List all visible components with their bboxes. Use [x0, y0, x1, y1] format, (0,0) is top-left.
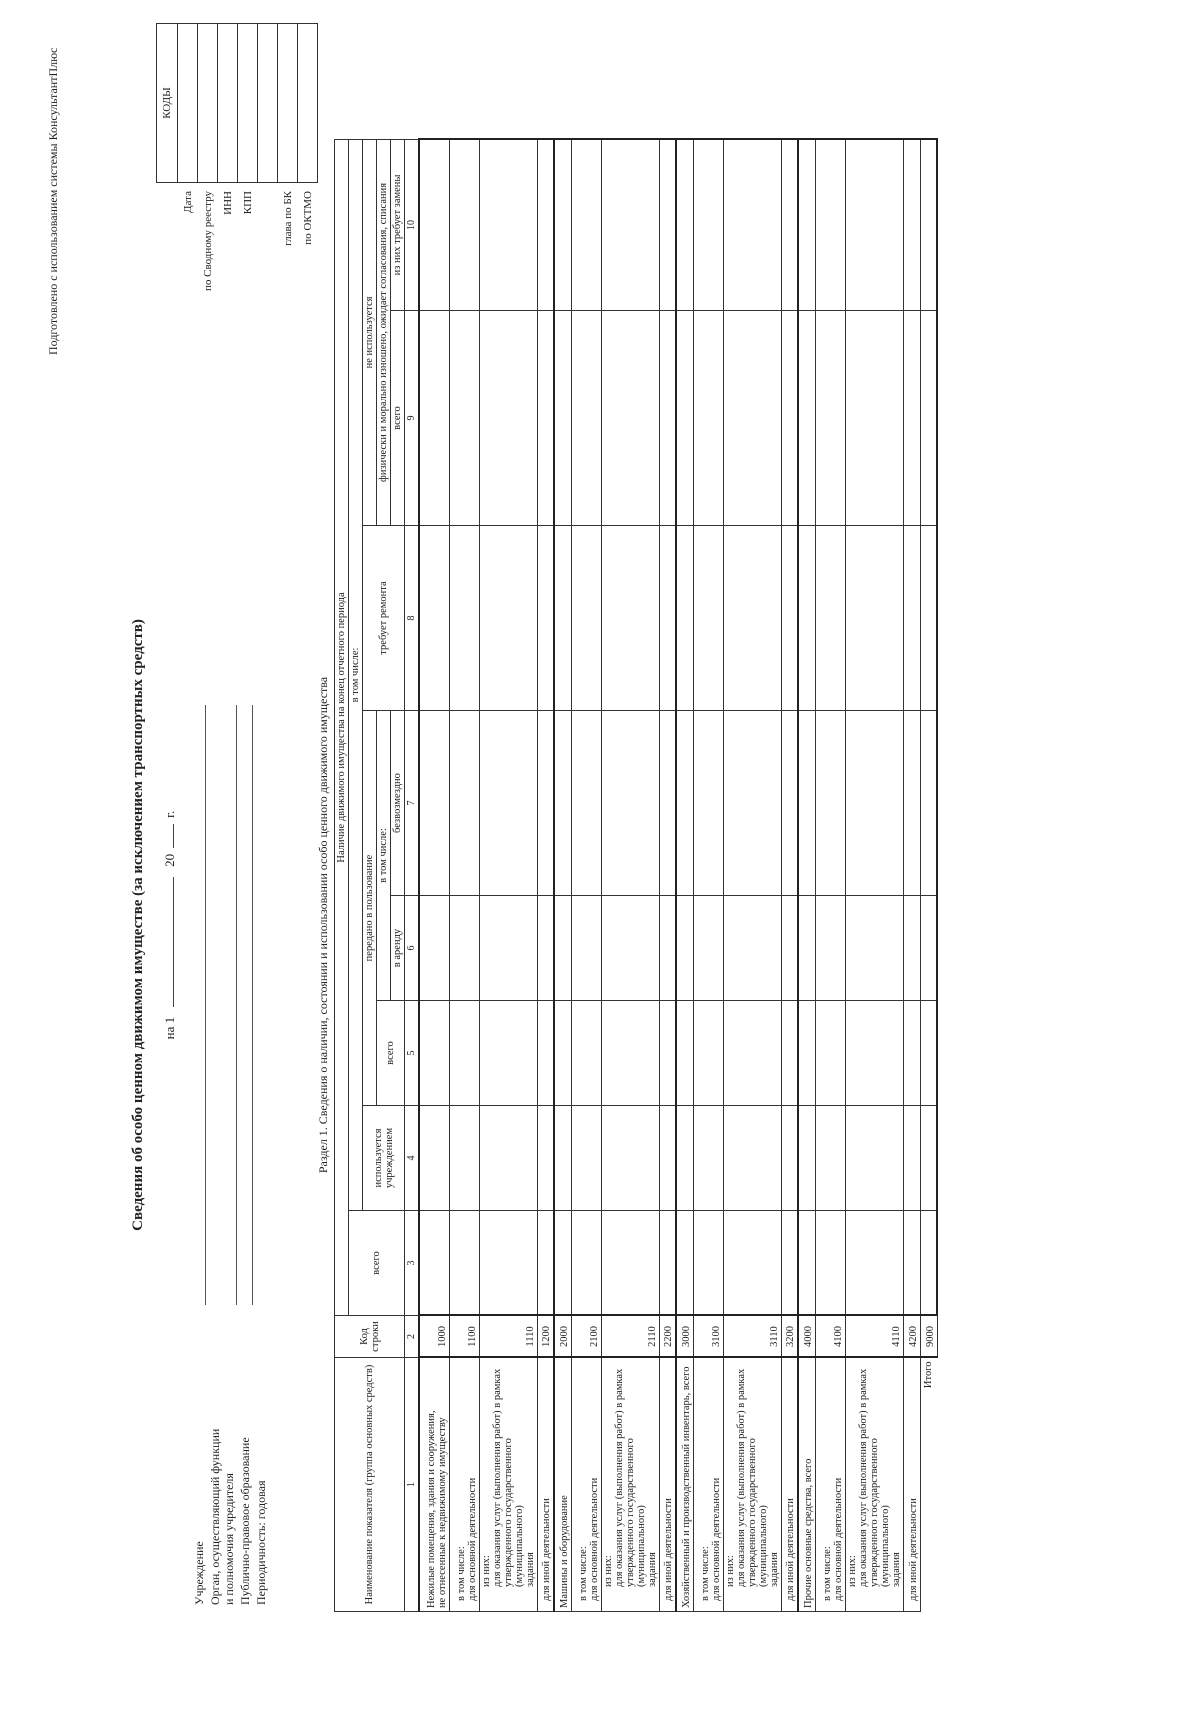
value-cell[interactable]	[845, 139, 903, 310]
row-name-line: Нежилые помещения, здания и сооружения,	[425, 1410, 437, 1608]
row-name-line: для основной деятельности	[588, 1477, 600, 1601]
value-cell[interactable]	[571, 311, 601, 526]
row-name-line: для основной деятельности	[466, 1477, 478, 1601]
value-cell[interactable]	[419, 311, 449, 526]
value-cell[interactable]	[601, 1211, 659, 1316]
row-code: 2000	[554, 1316, 571, 1358]
value-cell[interactable]	[449, 526, 479, 711]
date-prefix: на 1	[162, 1016, 177, 1040]
row-name-line: для оказания услуг (выполнения работ) в рамках	[491, 1368, 503, 1587]
value-cell[interactable]	[571, 1001, 601, 1106]
col-number-2: 2	[405, 1316, 420, 1358]
value-cell[interactable]	[537, 139, 554, 310]
value-cell[interactable]	[537, 896, 554, 1001]
row-name	[781, 1358, 798, 1612]
value-cell[interactable]	[419, 526, 449, 711]
value-cell[interactable]	[537, 1106, 554, 1211]
row-name-line: из них:	[724, 1555, 736, 1587]
value-cell[interactable]	[554, 896, 571, 1001]
col-header-free: безвозмездно	[391, 711, 405, 896]
value-cell[interactable]	[676, 1211, 693, 1316]
code-value-registry[interactable]	[198, 24, 218, 183]
value-cell[interactable]	[554, 1106, 571, 1211]
col-number-6: 6	[405, 896, 420, 1001]
value-cell[interactable]	[815, 896, 845, 1001]
value-cell[interactable]	[920, 526, 937, 711]
field-line-institution[interactable]	[205, 705, 206, 1305]
col-number-1: 1	[405, 1358, 420, 1612]
value-cell[interactable]	[798, 1211, 815, 1316]
value-cell[interactable]	[676, 139, 693, 310]
value-cell[interactable]	[479, 1106, 537, 1211]
report-date-line	[162, 125, 178, 1725]
value-cell[interactable]	[845, 526, 903, 711]
value-cell[interactable]	[903, 1106, 920, 1211]
value-cell[interactable]	[781, 139, 798, 310]
value-cell[interactable]	[601, 711, 659, 896]
row-code: 4000	[798, 1316, 815, 1358]
row-name-line: для иной деятельности	[541, 1498, 552, 1601]
value-cell[interactable]	[920, 1106, 937, 1211]
value-cell[interactable]	[571, 711, 601, 896]
col-number-4: 4	[405, 1106, 420, 1211]
value-cell[interactable]	[815, 311, 845, 526]
row-code: 4200	[903, 1316, 920, 1358]
row-code: 1100	[449, 1316, 479, 1358]
value-cell[interactable]	[798, 139, 815, 310]
value-cell[interactable]	[781, 1001, 798, 1106]
row-name-line: Прочие основные средства, всего	[802, 1458, 814, 1608]
value-cell[interactable]	[676, 526, 693, 711]
table-row	[537, 139, 554, 1611]
value-cell[interactable]	[723, 711, 781, 896]
col-header-transferred: передано в пользование	[363, 711, 377, 1106]
col-header-not-used-total: всего	[391, 311, 405, 526]
value-cell[interactable]	[449, 311, 479, 526]
value-cell[interactable]	[815, 1001, 845, 1106]
row-name-line: для оказания услуг (выполнения работ) в рамках	[857, 1368, 869, 1587]
year-suffix: г.	[162, 810, 177, 818]
row-name-line: для основной деятельности	[832, 1477, 844, 1601]
value-cell[interactable]	[781, 1211, 798, 1316]
row-name	[554, 1358, 571, 1612]
row-code: 1110	[479, 1316, 537, 1358]
row-name	[571, 1358, 601, 1612]
row-name	[920, 1358, 937, 1612]
row-name-line: для оказания услуг (выполнения работ) в рамках	[735, 1368, 747, 1587]
row-name-line: из них:	[602, 1555, 614, 1587]
table-row	[781, 139, 798, 1611]
value-cell[interactable]	[659, 1106, 676, 1211]
value-cell[interactable]	[479, 1211, 537, 1316]
code-label-date: Дата	[181, 191, 194, 213]
table-row	[845, 139, 903, 1611]
value-cell[interactable]	[554, 526, 571, 711]
field-label-organ-1: Орган, осуществляющий функции	[208, 1428, 222, 1605]
value-cell[interactable]	[693, 711, 723, 896]
value-cell[interactable]	[723, 1001, 781, 1106]
value-cell[interactable]	[601, 1106, 659, 1211]
col-number-8: 8	[405, 526, 420, 711]
value-cell[interactable]	[781, 526, 798, 711]
field-label-organ-2: и полномочия учредителя	[222, 1473, 236, 1605]
consultant-note: Подготовлено с использованием системы КонсультантПлюс	[46, 47, 60, 355]
value-cell[interactable]	[601, 1001, 659, 1106]
value-cell[interactable]	[815, 526, 845, 711]
value-cell[interactable]	[449, 896, 479, 1001]
row-code: 4100	[815, 1316, 845, 1358]
value-cell[interactable]	[659, 311, 676, 526]
col-number-10: 10	[405, 139, 420, 310]
value-cell[interactable]	[845, 1211, 903, 1316]
row-name-line: в том числе:	[699, 1546, 711, 1601]
row-name-line: для иной деятельности	[663, 1498, 674, 1601]
table-row	[798, 139, 815, 1611]
codes-table	[156, 23, 318, 295]
row-name-line: Хозяйственный и производственный инвентарь, всего	[680, 1366, 692, 1608]
value-cell[interactable]	[419, 1211, 449, 1316]
row-name-line: утвержденного государственного (муниципального)	[868, 1438, 891, 1587]
row-code: 1200	[537, 1316, 554, 1358]
value-cell[interactable]	[903, 311, 920, 526]
code-label-oktmo: по ОКТМО	[301, 191, 314, 245]
value-cell[interactable]	[676, 1106, 693, 1211]
table-row	[449, 139, 479, 1611]
table-row	[693, 139, 723, 1611]
section-title: Раздел 1. Сведения о наличии, состоянии и использовании особо ценного движимого имущества	[316, 676, 330, 1174]
value-cell[interactable]	[723, 1106, 781, 1211]
row-name	[479, 1358, 537, 1612]
value-cell[interactable]	[571, 526, 601, 711]
value-cell[interactable]	[676, 711, 693, 896]
value-cell[interactable]	[479, 311, 537, 526]
row-name-line: для иной деятельности	[785, 1498, 796, 1601]
value-cell[interactable]	[419, 711, 449, 896]
row-name-line: задания	[646, 1552, 658, 1587]
value-cell[interactable]	[419, 139, 449, 310]
value-cell[interactable]	[659, 526, 676, 711]
value-cell[interactable]	[920, 311, 937, 526]
value-cell[interactable]	[659, 896, 676, 1001]
value-cell[interactable]	[693, 526, 723, 711]
row-name-line: утвержденного государственного (муниципального)	[502, 1438, 525, 1587]
value-cell[interactable]	[571, 1211, 601, 1316]
row-name	[903, 1358, 920, 1612]
row-name	[845, 1358, 903, 1612]
value-cell[interactable]	[693, 1211, 723, 1316]
value-cell[interactable]	[781, 1106, 798, 1211]
value-cell[interactable]	[815, 1106, 845, 1211]
row-name-line: для основной деятельности	[710, 1477, 722, 1601]
value-cell[interactable]	[723, 139, 781, 310]
value-cell[interactable]	[798, 311, 815, 526]
row-name-line: из них:	[846, 1555, 858, 1587]
row-code: 3000	[676, 1316, 693, 1358]
value-cell[interactable]	[798, 896, 815, 1001]
value-cell[interactable]	[601, 139, 659, 310]
value-cell[interactable]	[537, 311, 554, 526]
value-cell[interactable]	[781, 311, 798, 526]
value-cell[interactable]	[693, 896, 723, 1001]
col-header-wear: физически и морально изношено, ожидает согласования, списания	[377, 139, 391, 525]
value-cell[interactable]	[537, 1211, 554, 1316]
row-name-line: в том числе:	[455, 1546, 467, 1601]
row-name-line: для оказания услуг (выполнения работ) в рамках	[613, 1368, 625, 1587]
code-value-kpp[interactable]	[238, 24, 258, 183]
row-name-line: не отнесенные к недвижимому имуществу	[436, 1417, 448, 1608]
col-header-transferred-total: всего	[377, 1001, 405, 1106]
year-prefix: 20	[162, 853, 177, 867]
value-cell[interactable]	[723, 896, 781, 1001]
value-cell[interactable]	[449, 711, 479, 896]
code-value-bk[interactable]	[278, 24, 298, 183]
value-cell[interactable]	[659, 139, 676, 310]
code-value-empty[interactable]	[258, 24, 278, 183]
value-cell[interactable]	[676, 896, 693, 1001]
row-name	[815, 1358, 845, 1612]
value-cell[interactable]	[449, 1106, 479, 1211]
row-code: 4110	[845, 1316, 903, 1358]
value-cell[interactable]	[659, 711, 676, 896]
col-header-name: Наименование показателя (группа основных средств)	[335, 1358, 405, 1612]
value-cell[interactable]	[920, 711, 937, 896]
value-cell[interactable]	[554, 139, 571, 310]
col-header-repair: требует ремонта	[363, 526, 405, 711]
value-cell[interactable]	[479, 896, 537, 1001]
code-label-inn: ИНН	[221, 191, 234, 215]
year-blank[interactable]	[173, 824, 174, 848]
value-cell[interactable]	[554, 711, 571, 896]
row-code: 3200	[781, 1316, 798, 1358]
row-name-line: задания	[768, 1552, 780, 1587]
row-name	[659, 1358, 676, 1612]
table-row	[601, 139, 659, 1611]
field-label-periodicity: Периодичность: годовая	[254, 1480, 268, 1605]
value-cell[interactable]	[537, 711, 554, 896]
value-cell[interactable]	[659, 1001, 676, 1106]
row-name-line: задания	[524, 1552, 536, 1587]
value-cell[interactable]	[479, 139, 537, 310]
field-label-institution: Учреждение	[192, 1541, 206, 1605]
value-cell[interactable]	[903, 896, 920, 1001]
col-header-rent: в аренду	[391, 896, 405, 1001]
col-header-transferred-including: в том числе:	[377, 711, 391, 1001]
value-cell[interactable]	[601, 311, 659, 526]
col-header-total: всего	[349, 1211, 405, 1316]
row-name	[676, 1358, 693, 1612]
value-cell[interactable]	[449, 1001, 479, 1106]
row-name	[537, 1358, 554, 1612]
row-name-line: утвержденного государственного (муниципального)	[624, 1438, 647, 1587]
value-cell[interactable]	[723, 526, 781, 711]
value-cell[interactable]	[419, 1001, 449, 1106]
field-line-organ[interactable]	[236, 705, 237, 1305]
value-cell[interactable]	[903, 139, 920, 310]
code-value-date[interactable]	[178, 24, 198, 183]
table-row	[920, 139, 937, 1611]
value-cell[interactable]	[723, 311, 781, 526]
value-cell[interactable]	[798, 1001, 815, 1106]
value-cell[interactable]	[676, 311, 693, 526]
value-cell[interactable]	[479, 711, 537, 896]
col-header-not-used: не используется	[363, 139, 377, 525]
value-cell[interactable]	[571, 896, 601, 1001]
col-header-including: в том числе:	[349, 139, 363, 1210]
table-row	[903, 139, 920, 1611]
value-cell[interactable]	[781, 896, 798, 1001]
row-name-line: в том числе:	[821, 1546, 833, 1601]
value-cell[interactable]	[693, 1106, 723, 1211]
col-number-3: 3	[405, 1211, 420, 1316]
row-code: 1000	[419, 1316, 449, 1358]
col-number-5: 5	[405, 1001, 420, 1106]
table-row	[479, 139, 537, 1611]
value-cell[interactable]	[419, 1106, 449, 1211]
value-cell[interactable]	[449, 139, 479, 310]
row-code: 3110	[723, 1316, 781, 1358]
row-name	[449, 1358, 479, 1612]
row-code: 9000	[920, 1316, 937, 1358]
code-label-bk: глава по БК	[281, 191, 294, 246]
col-header-used: используется учреждением	[363, 1106, 405, 1211]
value-cell[interactable]	[798, 526, 815, 711]
value-cell[interactable]	[920, 1001, 937, 1106]
assets-table	[334, 138, 938, 1612]
value-cell[interactable]	[537, 526, 554, 711]
value-cell[interactable]	[479, 1001, 537, 1106]
value-cell[interactable]	[920, 1211, 937, 1316]
code-label-kpp: КПП	[241, 191, 254, 215]
code-value-inn[interactable]	[218, 24, 238, 183]
value-cell[interactable]	[798, 711, 815, 896]
value-cell[interactable]	[571, 1106, 601, 1211]
value-cell[interactable]	[571, 139, 601, 310]
value-cell[interactable]	[815, 139, 845, 310]
value-cell[interactable]	[845, 896, 903, 1001]
code-label-registry: по Сводному реестру	[201, 191, 214, 291]
value-cell[interactable]	[601, 896, 659, 1001]
table-row	[676, 139, 693, 1611]
value-cell[interactable]	[554, 1001, 571, 1106]
field-label-public-entity: Публично-правовое образование	[238, 1437, 252, 1605]
value-cell[interactable]	[920, 896, 937, 1001]
value-cell[interactable]	[601, 526, 659, 711]
table-row	[554, 139, 571, 1611]
row-name	[419, 1358, 449, 1612]
row-code: 2100	[571, 1316, 601, 1358]
value-cell[interactable]	[845, 311, 903, 526]
value-cell[interactable]	[693, 311, 723, 526]
row-name-line: для иной деятельности	[907, 1498, 919, 1601]
col-header-presence: Наличие движимого имущества на конец отчетного периода	[335, 139, 349, 1315]
value-cell[interactable]	[903, 1001, 920, 1106]
col-number-9: 9	[405, 311, 420, 526]
value-cell[interactable]	[903, 1211, 920, 1316]
row-name-line: в том числе:	[577, 1546, 589, 1601]
value-cell[interactable]	[845, 711, 903, 896]
date-blank[interactable]	[173, 877, 174, 1007]
value-cell[interactable]	[693, 1001, 723, 1106]
page-title: Сведения об особо ценном движимом имуществе (за исключением транспортных средств)	[130, 619, 146, 1231]
col-header-replace: из них требует замены	[391, 139, 405, 310]
value-cell[interactable]	[537, 1001, 554, 1106]
value-cell[interactable]	[723, 1211, 781, 1316]
col-header-code: Код строки	[335, 1316, 405, 1358]
table-body	[419, 139, 937, 1611]
row-name-line: Итого	[923, 1361, 935, 1389]
table-row	[659, 139, 676, 1611]
value-cell[interactable]	[554, 311, 571, 526]
value-cell[interactable]	[554, 1211, 571, 1316]
table-row	[815, 139, 845, 1611]
value-cell[interactable]	[903, 711, 920, 896]
table-row	[419, 139, 449, 1611]
table-row	[723, 139, 781, 1611]
value-cell[interactable]	[659, 1211, 676, 1316]
row-name-line: Машины и оборудование	[558, 1495, 570, 1608]
table-row	[571, 139, 601, 1611]
row-code: 2110	[601, 1316, 659, 1358]
row-code: 3100	[693, 1316, 723, 1358]
row-name-line: задания	[890, 1552, 902, 1587]
row-name	[798, 1358, 815, 1612]
row-name	[723, 1358, 781, 1612]
value-cell[interactable]	[903, 526, 920, 711]
value-cell[interactable]	[845, 1001, 903, 1106]
col-number-7: 7	[405, 711, 420, 896]
codes-header: КОДЫ	[157, 24, 178, 183]
value-cell[interactable]	[815, 1211, 845, 1316]
row-name	[693, 1358, 723, 1612]
code-value-oktmo[interactable]	[298, 24, 318, 183]
value-cell[interactable]	[798, 1106, 815, 1211]
field-line-public-entity[interactable]	[252, 705, 253, 1305]
value-cell[interactable]	[845, 1106, 903, 1211]
value-cell[interactable]	[693, 139, 723, 310]
row-code: 2200	[659, 1316, 676, 1358]
value-cell[interactable]	[676, 1001, 693, 1106]
value-cell[interactable]	[419, 896, 449, 1001]
value-cell[interactable]	[815, 711, 845, 896]
value-cell[interactable]	[781, 711, 798, 896]
row-name	[601, 1358, 659, 1612]
row-name-line: утвержденного государственного (муниципального)	[746, 1438, 769, 1587]
value-cell[interactable]	[479, 526, 537, 711]
row-name-line: из них:	[480, 1555, 492, 1587]
value-cell[interactable]	[920, 139, 937, 310]
value-cell[interactable]	[449, 1211, 479, 1316]
